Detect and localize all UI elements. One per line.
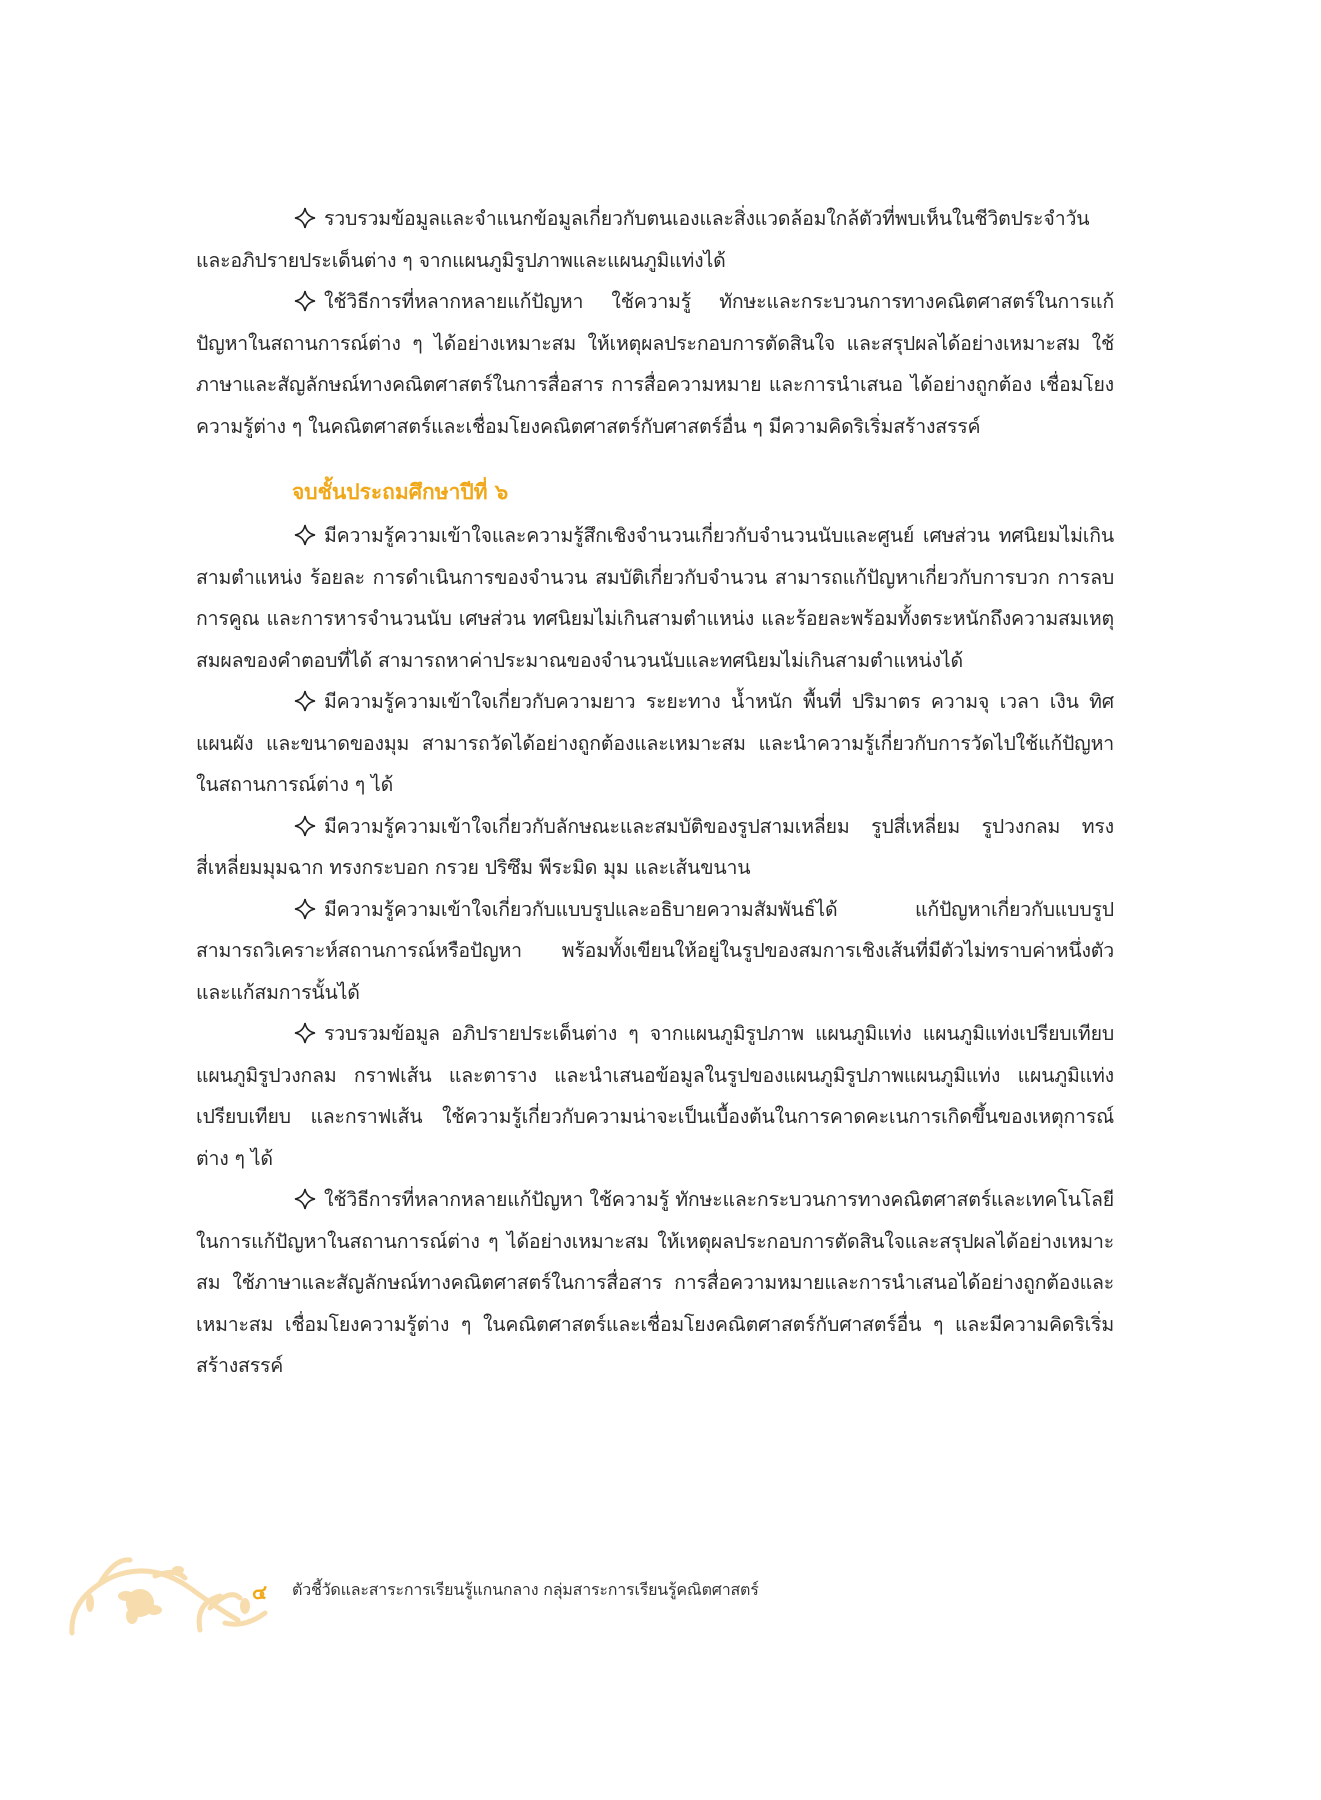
star-bullet-icon	[294, 1022, 316, 1044]
intro-paragraph-1	[196, 198, 1114, 281]
star-bullet-icon	[294, 1188, 316, 1210]
star-bullet-icon	[294, 207, 316, 229]
paragraph-text: มีความรู้ความเข้าใจเกี่ยวกับความยาว ระยะทาง น้ำหนัก พื้นที่ ปริมาตร ความจุ เวลา เงิน ทิศ แผนผัง และขนาดของมุม สามารถวัดได้อย่างถูกต้องและเหมาะสม และนำความรู้เกี่ยวกับการวัดไปใช้แก้ปัญหาในสถานการณ์ต่าง ๆ ได้	[196, 690, 1114, 796]
floral-vine-ornament-icon	[60, 1548, 280, 1648]
page-body	[196, 198, 1114, 1387]
section-paragraph-3	[196, 806, 1114, 889]
paragraph-text: ใช้วิธีการที่หลากหลายแก้ปัญหา ใช้ความรู้ ทักษะและกระบวนการทางคณิตศาสตร์และเทคโนโลยีในการแก้ปัญหาในสถานการณ์ต่าง ๆ ได้อย่างเหมาะสม ให้เหตุผลประกอบการตัดสินใจและสรุปผลได้อย่างเหมาะสม ใช้ภาษาและสัญลักษณ์ทางคณิตศาสตร์ในการสื่อสาร การสื่อความหมายและการนำเสนอได้อย่างถูกต้องและเหมาะสม เชื่อมโยงความรู้ต่าง ๆ ในคณิตศาสตร์และเชื่อมโยงคณิตศาสตร์กับศาสตร์อื่น ๆ และมีความคิดริเริ่มสร้างสรรค์	[196, 1188, 1114, 1377]
section-paragraph-4	[196, 889, 1114, 1014]
paragraph-text: ใช้วิธีการที่หลากหลายแก้ปัญหา ใช้ความรู้ ทักษะและกระบวนการทางคณิตศาสตร์ในการแก้ปัญหาในสถานการณ์ต่าง ๆ ได้อย่างเหมาะสม ให้เหตุผลประกอบการตัดสินใจ และสรุปผลได้อย่างเหมาะสม ใช้ภาษาและสัญลักษณ์ทางคณิตศาสตร์ในการสื่อสาร การสื่อความหมาย และการนำเสนอ ได้อย่างถูกต้อง เชื่อมโยงความรู้ต่าง ๆ ในคณิตศาสตร์และเชื่อมโยงคณิตศาสตร์กับศาสตร์อื่น ๆ มีความคิดริเริ่มสร้างสรรค์	[196, 290, 1114, 438]
intro-paragraph-2	[196, 281, 1114, 447]
paragraph-text: มีความรู้ความเข้าใจเกี่ยวกับลักษณะและสมบัติของรูปสามเหลี่ยม รูปสี่เหลี่ยม รูปวงกลม ทรงสี่เหลี่ยมมุมฉาก ทรงกระบอก กรวย ปริซึม พีระมิด มุม และเส้นขนาน	[196, 814, 1114, 879]
star-bullet-icon	[294, 815, 316, 837]
paragraph-text: รวบรวมข้อมูลและจำแนกข้อมูลเกี่ยวกับตนเองและสิ่งแวดล้อมใกล้ตัวที่พบเห็นในชีวิตประจำวันและอภิปรายประเด็นต่าง ๆ จากแผนภูมิรูปภาพและแผนภูมิแท่งได้	[196, 207, 1090, 272]
section-paragraph-5	[196, 1013, 1114, 1179]
paragraph-text: มีความรู้ความเข้าใจเกี่ยวกับแบบรูปและอธิบายความสัมพันธ์ได้ แก้ปัญหาเกี่ยวกับแบบรูป สามารถวิเคราะห์สถานการณ์หรือปัญหา พร้อมทั้งเขียนให้อยู่ในรูปของสมการเชิงเส้นที่มีตัวไม่ทราบค่าหนึ่งตัวและแก้สมการนั้นได้	[196, 897, 1114, 1004]
star-bullet-icon	[294, 290, 316, 312]
paragraph-text: มีความรู้ความเข้าใจและความรู้สึกเชิงจำนวนเกี่ยวกับจำนวนนับและศูนย์ เศษส่วน ทศนิยมไม่เกินสามตำแหน่ง ร้อยละ การดำเนินการของจำนวน สมบัติเกี่ยวกับจำนวน สามารถแก้ปัญหาเกี่ยวกับการบวก การลบ การคูณ และการหารจำนวนนับ เศษส่วน ทศนิยมไม่เกินสามตำแหน่ง และร้อยละพร้อมทั้งตระหนักถึงความสมเหตุสมผลของคำตอบที่ได้ สามารถหาค่าประมาณของจำนวนนับและทศนิยมไม่เกินสามตำแหน่งได้	[196, 524, 1114, 672]
paragraph-text: รวบรวมข้อมูล อภิปรายประเด็นต่าง ๆ จากแผนภูมิรูปภาพ แผนภูมิแท่ง แผนภูมิแท่งเปรียบเทียบ แผนภูมิรูปวงกลม กราฟเส้น และตาราง และนำเสนอข้อมูลในรูปของแผนภูมิรูปภาพแผนภูมิแท่ง แผนภูมิแท่งเปรียบเทียบ และกราฟเส้น ใช้ความรู้เกี่ยวกับความน่าจะเป็นเบื้องต้นในการคาดคะเนการเกิดขึ้นของเหตุการณ์ต่าง ๆ ได้	[196, 1022, 1114, 1170]
section-paragraph-6	[196, 1179, 1114, 1387]
star-bullet-icon	[294, 690, 316, 712]
footer-title: ตัวชี้วัดและสาระการเรียนรู้แกนกลาง กลุ่มสาระการเรียนรู้คณิตศาสตร์	[292, 1580, 759, 1599]
section-paragraph-1	[196, 515, 1114, 681]
section-heading-grade-6: จบชั้นประถมศึกษาปีที่ ๖	[292, 480, 509, 504]
star-bullet-icon	[294, 898, 316, 920]
section-paragraph-2	[196, 681, 1114, 806]
star-bullet-icon	[294, 524, 316, 546]
page-footer	[60, 1548, 960, 1648]
page-number: ๔	[252, 1580, 268, 1604]
